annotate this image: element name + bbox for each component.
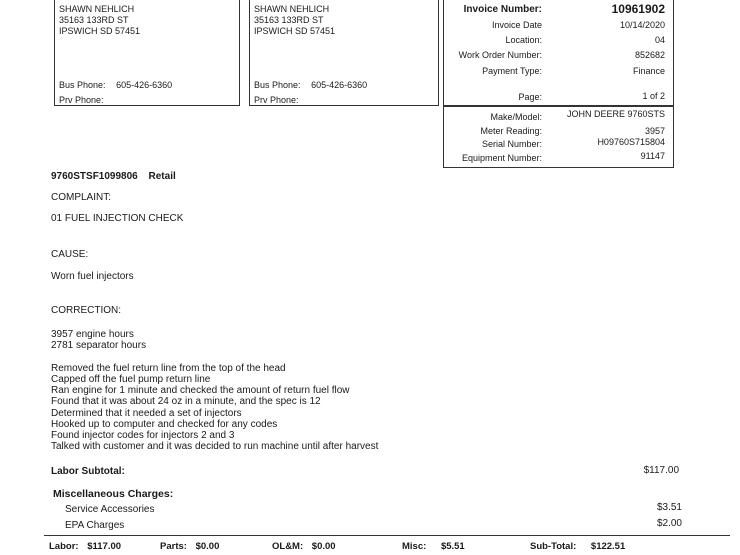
separator-hours: 2781 separator hours	[51, 340, 147, 351]
correction-line: Ran engine for 1 minute and checked the amount of return fuel flow	[51, 385, 350, 396]
correction-line: Found injector codes for injectors 2 and 3	[51, 430, 235, 441]
footer-olm	[272, 541, 336, 552]
equipment-number-value: 91147	[640, 151, 665, 161]
customer-address-box	[54, 0, 240, 106]
make-model-value: JOHN DEERE 9760STS	[566, 109, 665, 119]
footer-olm-label: OL&M:	[272, 541, 304, 552]
ship-address-box	[249, 0, 439, 106]
job-type: Retail	[148, 171, 176, 182]
labor-subtotal-label: Labor Subtotal:	[51, 466, 125, 477]
ship-name: SHAWN NEHLICH	[254, 4, 330, 14]
complaint-text: 01 FUEL INJECTION CHECK	[51, 213, 184, 224]
engine-hours: 3957 engine hours	[51, 329, 134, 340]
correction-line: Removed the fuel return line from the top of the head	[51, 363, 286, 374]
ship-city: IPSWICH SD 57451	[254, 26, 336, 36]
footer-labor-label: Labor:	[49, 541, 79, 552]
correction-label: CORRECTION:	[51, 305, 121, 316]
invoice-info-box	[443, 0, 674, 106]
footer-parts-label: Parts:	[160, 541, 187, 552]
bus-phone-value: 605-426-6360	[116, 80, 173, 90]
footer-divider	[44, 535, 730, 536]
payment-type-label: Payment Type:	[482, 66, 542, 76]
location-label: Location:	[505, 35, 542, 45]
prv-phone-label: Prv Phone:	[254, 95, 299, 105]
misc-charges-label: Miscellaneous Charges:	[53, 488, 174, 500]
footer-subtotal	[530, 541, 625, 552]
page-label: Page:	[518, 92, 542, 102]
ship-bus-phone-row	[254, 80, 367, 91]
work-order-value: 852682	[634, 50, 665, 60]
invoice-date: 10/14/2020	[619, 20, 665, 30]
equipment-number-label: Equipment Number:	[461, 153, 542, 163]
footer-misc-value: $5.51	[440, 541, 465, 552]
complaint-label: COMPLAINT:	[51, 192, 112, 203]
ship-street: 35163 133RD ST	[254, 15, 324, 25]
footer-parts-value: $0.00	[195, 541, 220, 552]
footer-subtotal-label: Sub-Total:	[530, 541, 577, 552]
cause-text: Worn fuel injectors	[51, 271, 134, 282]
footer-misc	[402, 541, 465, 552]
job-code: 9760STSF1099806	[51, 171, 138, 182]
serial-number-label: Serial Number:	[481, 139, 542, 149]
footer-labor-value: $117.00	[87, 541, 122, 552]
meter-reading-label: Meter Reading:	[480, 126, 542, 136]
page-value: 1 of 2	[642, 91, 665, 101]
correction-line: Found that it was about 24 oz in a minute, and the spec is 12	[51, 396, 321, 407]
labor-subtotal-value: $117.00	[643, 465, 679, 476]
customer-city: IPSWICH SD 57451	[59, 26, 141, 36]
footer-olm-value: $0.00	[311, 541, 336, 552]
footer-labor	[49, 541, 121, 552]
footer-subtotal-value: $122.51	[590, 541, 626, 552]
make-model-label: Make/Model:	[490, 112, 542, 122]
cause-label: CAUSE:	[51, 249, 89, 260]
invoice-number-label: Invoice Number:	[463, 4, 542, 15]
footer-misc-label: Misc:	[402, 541, 427, 552]
location-value: 04	[654, 35, 665, 45]
bus-phone-label: Bus Phone:	[59, 80, 106, 90]
invoice-number: 10961902	[611, 2, 665, 16]
correction-line: Talked with customer and it was decided to run machine until after harvest	[51, 441, 379, 452]
misc-item-label: EPA Charges	[65, 520, 125, 531]
equipment-info-box	[443, 106, 674, 168]
meter-reading-value: 3957	[644, 126, 665, 136]
serial-number-value: H09760S715804	[597, 137, 665, 147]
invoice-date-label: Invoice Date	[491, 20, 542, 30]
customer-bus-phone-row	[59, 80, 172, 91]
job-header	[51, 171, 176, 182]
footer-parts	[160, 541, 219, 552]
customer-street: 35163 133RD ST	[59, 15, 129, 25]
bus-phone-value: 605-426-6360	[311, 80, 368, 90]
bus-phone-label: Bus Phone:	[254, 80, 301, 90]
correction-line: Hooked up to computer and checked for any codes	[51, 419, 278, 430]
misc-item-label: Service Accessories	[65, 504, 155, 515]
misc-item-amount: $2.00	[656, 518, 682, 529]
customer-name: SHAWN NEHLICH	[59, 4, 135, 14]
work-order-label: Work Order Number:	[458, 50, 542, 60]
correction-line: Capped off the fuel pump return line	[51, 374, 211, 385]
prv-phone-label: Prv Phone:	[59, 95, 104, 105]
misc-item-amount: $3.51	[656, 502, 682, 513]
payment-type-value: Finance	[632, 66, 665, 76]
correction-line: Determined that it needed a set of injectors	[51, 408, 242, 419]
